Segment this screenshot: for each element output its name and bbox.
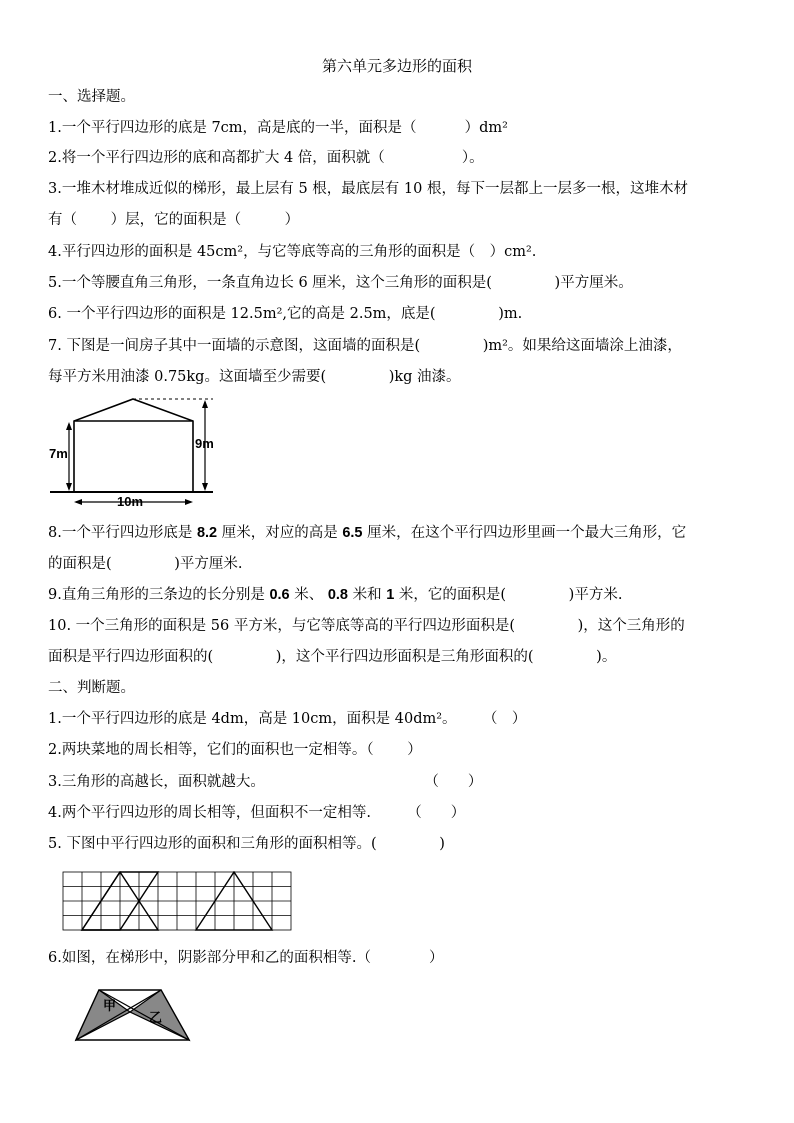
grid-parallelogram-triangle-figure	[62, 871, 294, 935]
question-10-line2: 面积是平行四边形面积的( )，这个平行四边形面积是三角形面积的( )。	[48, 649, 617, 665]
wall-width-label: 10m	[117, 494, 144, 509]
question-5: 5.一个等腰直角三角形，一条直角边长 6 厘米，这个三角形的面积是( )平方厘米。	[48, 275, 633, 291]
label-yi: 乙	[149, 1010, 163, 1025]
section-choice-heading: 一、选择题。	[48, 89, 135, 105]
page-title: 第六单元多边形的面积	[321, 57, 472, 75]
question-4: 4.平行四边形的面积是 45cm²，与它等底等高的三角形的面积是（ ）cm².	[48, 244, 537, 260]
judgement-2: 2.两块菜地的周长相等，它们的面积也一定相等。（ ）	[48, 742, 422, 758]
question-3-line1: 3.一堆木材堆成近似的梯形，最上层有 5 根，最底层有 10 根，每下一层都上一层多一根，这堆木材	[48, 181, 688, 197]
question-9: 9.直角三角形的三条边的长分别是 0.6 米、 0.8 米和 1 米，它的面积是( )平方米.	[48, 587, 623, 603]
judgement-1: 1.一个平行四边形的底是 4dm，高是 10cm，面积是 40dm²。 （ ）	[48, 711, 527, 727]
wall-right-height-label: 9m	[195, 436, 214, 451]
wall-diagram	[45, 393, 225, 513]
question-8-line2: 的面积是( )平方厘米.	[48, 556, 243, 572]
question-8-line1: 8.一个平行四边形底是 8.2 厘米，对应的高是 6.5 厘米，在这个平行四边形里画一个最大三角形，它	[48, 525, 687, 541]
section-judgement-heading: 二、判断题。	[48, 680, 135, 696]
question-10-line1: 10. 一个三角形的面积是 56 平方米，与它等底等高的平行四边形面积是( )，这个三角形的	[48, 618, 685, 634]
judgement-6: 6.如图，在梯形中，阴影部分甲和乙的面积相等.（ ）	[48, 950, 444, 966]
label-jia: 甲	[103, 998, 117, 1013]
judgement-5: 5. 下图中平行四边形的面积和三角形的面积相等。( )	[48, 836, 445, 852]
trapezoid-shaded-figure	[72, 985, 194, 1045]
question-3-line2: 有（ ）层，它的面积是（ ）	[48, 212, 300, 228]
question-2: 2.将一个平行四边形的底和高都扩大 4 倍，面积就（ ）。	[48, 150, 484, 166]
wall-left-height-label: 7m	[49, 446, 68, 461]
judgement-3: 3.三角形的高越长，面积就越大。 （ ）	[48, 774, 483, 790]
question-7-line1: 7. 下图是一间房子其中一面墙的示意图，这面墙的面积是( )m²。如果给这面墙涂上油漆，	[48, 338, 682, 354]
question-1: 1.一个平行四边形的底是 7cm，高是底的一半，面积是（ ）dm²	[48, 120, 508, 136]
question-6: 6. 一个平行四边形的面积是 12.5m²,它的高是 2.5m，底是( )m.	[48, 306, 523, 322]
judgement-4: 4.两个平行四边形的周长相等，但面积不一定相等. （ ）	[48, 805, 466, 821]
question-7-line2: 每平方米用油漆 0.75kg。这面墙至少需要( )kg 油漆。	[48, 369, 461, 385]
